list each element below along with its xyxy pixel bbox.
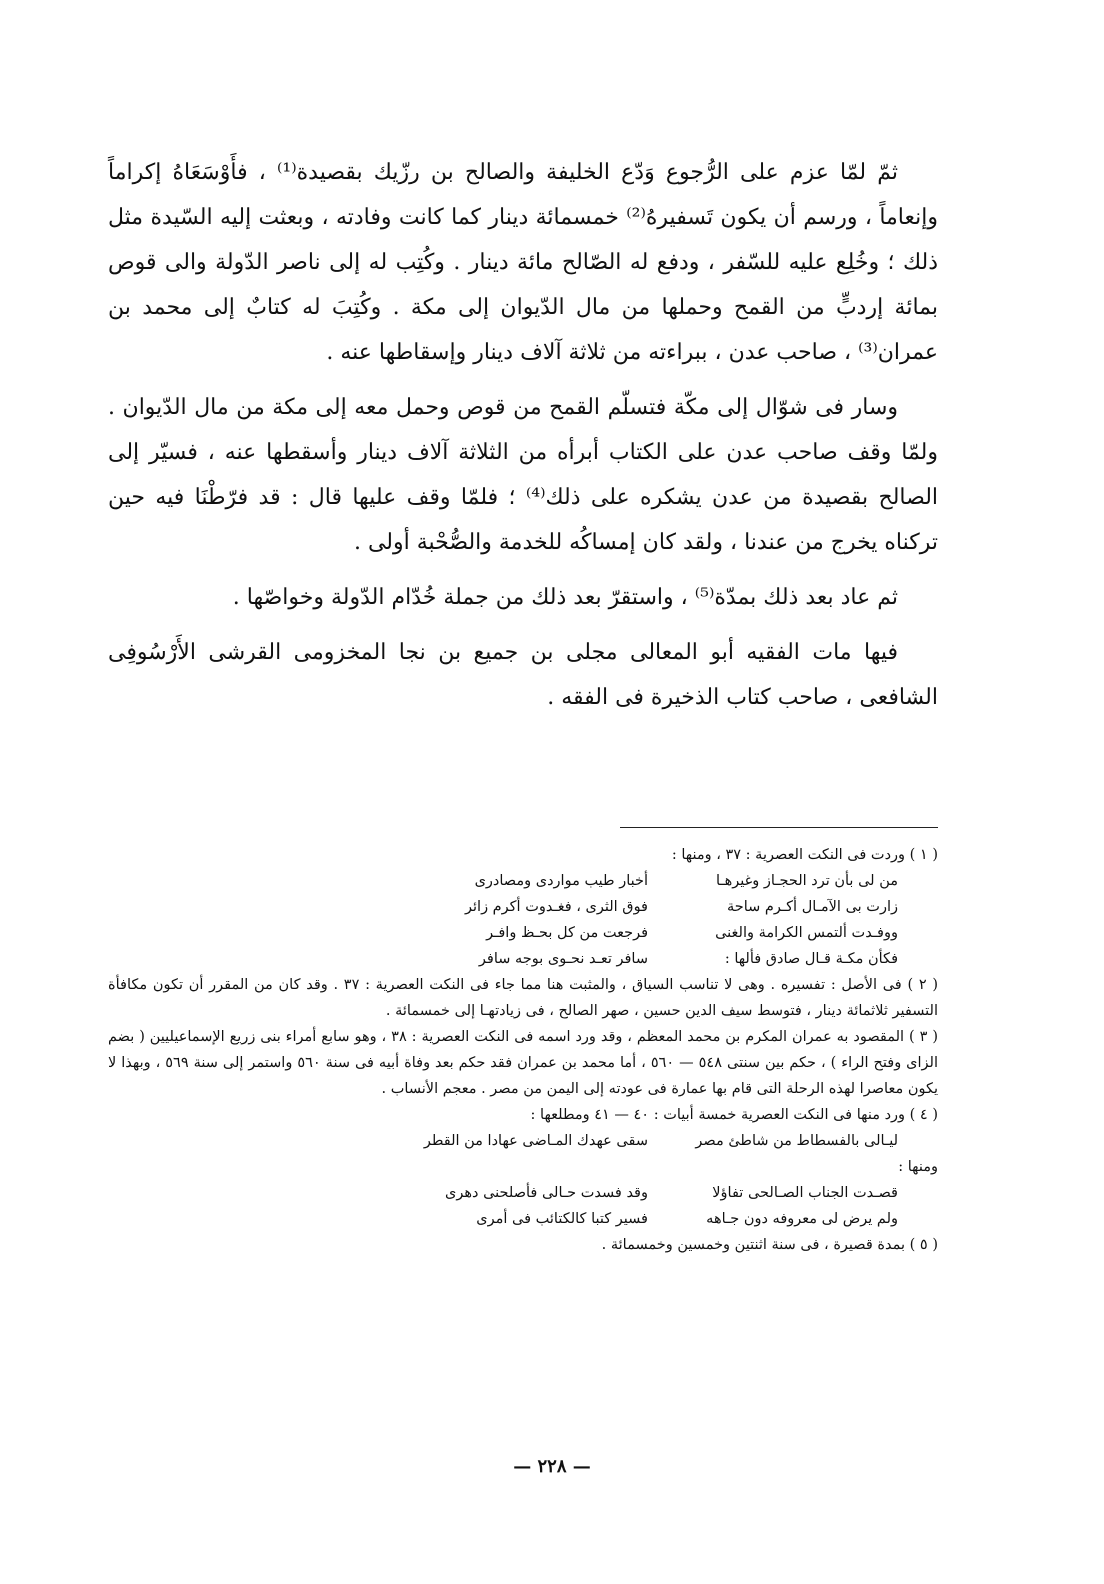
paragraph-farewell: ثمّ لمّا عزم على الرُّجوع وَدّع الخليفة والصالح بن رزّيك بقصيدة⁽¹⁾ ، فأَوْسَعَاهُ إكراماً وإنعاماً ، ورسم أن يكون تَسفيرهُ⁽²⁾ خمسمائة دينار كما كانت وفادته ، وبعثت إليه السّيدة مثل ذلك ؛ وخُلِع عليه للسّفر ، ودفع له الصّالح مائة دينار . وكُتِب له إلى ناصر الدّولة والى قوص بمائة إردبٍّ من القمح وحملها من مال الدّيوان إلى مكة . وكُتِبَ له كتابٌ إلى محمد بن عمران⁽³⁾ ، صاحب عدن ، ببراءته من ثلاثة آلاف دينار وإسقاطها عنه . [108,160,938,365]
verse-hemistich: فسير كتبا كالكتائب فى أمرى [476,1211,648,1227]
footnote-divider [620,827,938,828]
paragraph-death-notice: فيها مات الفقيه أبو المعالى مجلى بن جميع بن نجا المخزومى القرشى الأَرْسُوفِى الشافعى ، صاحب كتاب الذخيرة فى الفقه . [108,640,938,710]
paragraph-journey: وسار فى شوّال إلى مكّة فتسلّم القمح من قوص وحمل معه إلى مكة من مال الدّيوان . ولمّا وقف صاحب عدن على الكتاب أبرأه من الثلاثة آلاف دينار وأسقطها عنه ، فسيّر إلى الصالح بقصيدة من عدن يشكره على ذلك⁽⁴⁾ ؛ فلمّا وقف عليها قال : قد فرّطْنَا فيه حين تركناه يخرج من عندنا ، ولقد كان إمساكُه للخدمة والصُّحْبة أولى . [108,395,939,555]
verse-line [108,946,938,972]
footnote-1-intro: ( ١ ) وردت فى النكت العصرية : ٣٧ ، ومنها : [671,847,938,863]
verse-line [108,868,938,894]
footnote-4-intro: ( ٤ ) ورد منها فى النكت العصرية خمسة أبيات : ٤٠ — ٤١ ومطلعها : [530,1107,938,1123]
verse-line [108,1206,938,1232]
verse-line [108,1180,938,1206]
verse-hemistich: سقى عهدك المـاضى عهادا من القطر [423,1133,648,1149]
page-number: — ٢٢٨ — [513,1456,591,1477]
verse-hemistich: فكأن مكـة قـال صادق فألها : [724,951,898,967]
verse-hemistich: ليـالى بالفسطاط من شاطئ مصر [695,1133,898,1149]
footnotes [108,842,938,1258]
footnote-5: ( ٥ ) بمدة قصيرة ، فى سنة اثنتين وخمسين وخمسمائة . [601,1237,938,1253]
verse-hemistich: سافر تعـد نحـوى بوجه سافر [478,951,648,967]
verse-hemistich: فرجعت من كل بحـظ وافـر [486,925,648,941]
paragraph-return: ثم عاد بعد ذلك بمدّة⁽⁵⁾ ، واستقرّ بعد ذلك من جملة خُدّام الدّولة وخواصّها . [232,585,898,610]
verse-hemistich: أخبار طيب مواردى ومصادرى [474,873,648,889]
footnote-2: ( ٢ ) فى الأصل : تفسيره . وهى لا تناسب السياق ، والمثبت هنا مما جاء فى النكت العصرية : ٣٧ . وقد كان من المقرر أن تكون مكافأة التسفير ثلاثمائة دينار ، فتوسط سيف الدين حسين ، صهر الصالح ، فى زيادتهـا إلى خمسمائة . [108,977,938,1019]
verse-line [108,920,938,946]
verse-line [108,894,938,920]
footnote-4-and: ومنها : [898,1159,938,1175]
verse-hemistich: قصـدت الجناب الصـالحى تفاؤلا [712,1185,898,1201]
verse-hemistich: ووفـدت ألتمس الكرامة والغنى [715,925,898,941]
verse-hemistich: ولم يرض لى معروفه دون جـاهه [706,1211,898,1227]
verse-hemistich: فوق الثرى ، فغـدوت أكرم زائر [465,899,648,915]
main-text [108,150,938,730]
verse-hemistich: زارت بى الآمـال أكـرم ساحة [727,899,898,915]
verse-line [108,1128,938,1154]
verse-hemistich: من لى بأن ترد الحجـاز وغيرهـا [715,873,898,889]
footnote-3: ( ٣ ) المقصود به عمران المكرم بن محمد المعظم ، وقد ورد اسمه فى النكت العصرية : ٣٨ ، وهو سابع أمراء بنى زريع الإسماعيليين ( بضم الزاى وفتح الراء ) ، حكم بين سنتى ٥٤٨ — ٥٦٠ ، أما محمد بن عمران فقد حكم بعد وفاة أبيه فى سنة ٥٦٠ واستمر إلى سنة ٥٦٩ ، وبهذا لا يكون معاصرا لهذه الرحلة التى قام بها عمارة فى عودته إلى اليمن من مصر . معجم الأنساب . [108,1029,939,1097]
verse-hemistich: وقد فسدت حـالى فأصلحنى دهرى [445,1185,648,1201]
